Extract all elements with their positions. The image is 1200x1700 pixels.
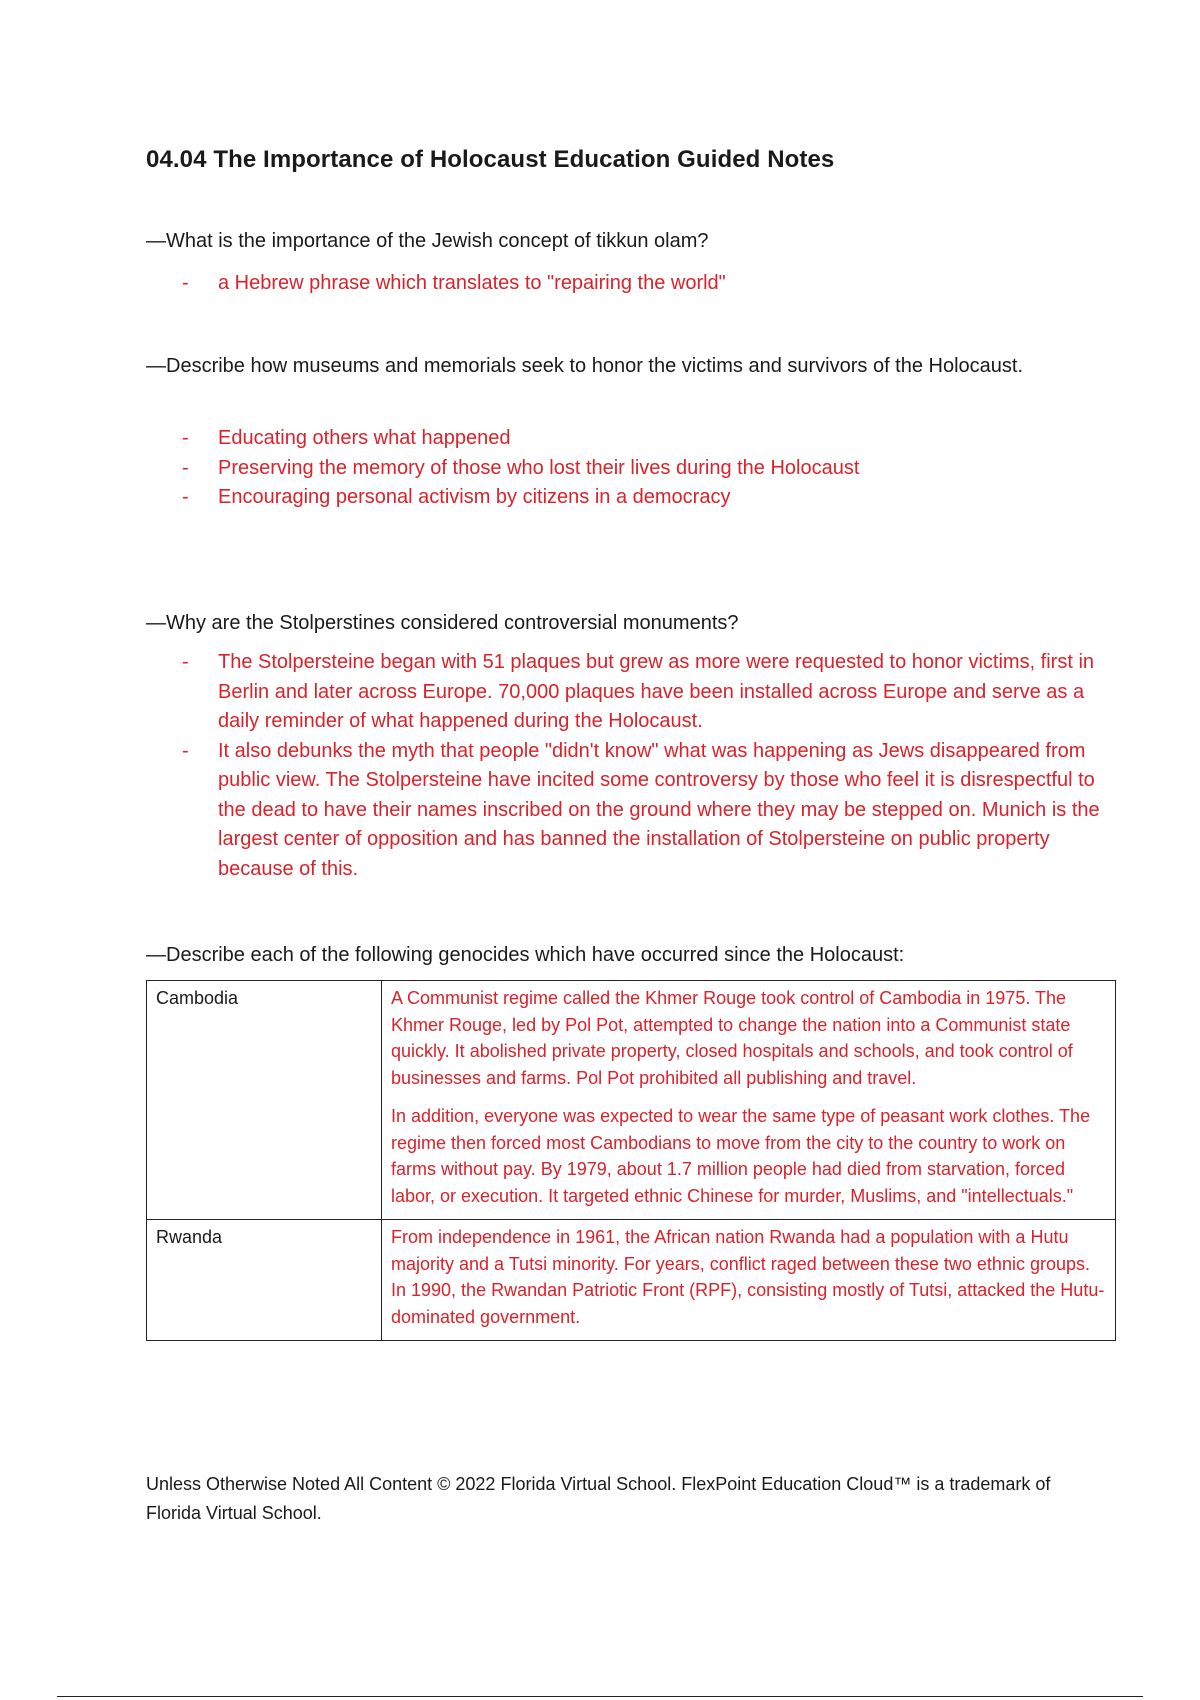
genocide-table (146, 980, 1116, 1341)
question-2: —Describe how museums and memorials seek to honor the victims and survivors of the Holocaust. (146, 355, 1024, 377)
answer-list-1 (146, 269, 1106, 299)
bottom-divider (57, 1696, 1143, 1697)
copyright-footer: Unless Otherwise Noted All Content © 2022 Florida Virtual School. FlexPoint Education Cloud™ is a trademark of Florida Virtual School. (146, 1474, 1051, 1523)
answer-list-2 (146, 424, 1106, 513)
answer-item: - Encouraging personal activism by citizens in a democracy (146, 483, 1106, 513)
answer-item: - Preserving the memory of those who lost their lives during the Holocaust (146, 454, 1106, 484)
question-4: —Describe each of the following genocides which have occurred since the Holocaust: (146, 944, 905, 966)
table-row (147, 981, 1116, 1220)
genocide-name: Rwanda (147, 1220, 382, 1341)
genocide-name: Cambodia (147, 981, 382, 1220)
genocide-description (382, 1220, 1116, 1341)
description-paragraph: From independence in 1961, the African nation Rwanda had a population with a Hutu majority and a Tutsi minority. For years, conflict raged between these two ethnic groups. In 1990, the Rwandan Patriotic Front (RPF), consisting mostly of Tutsi, attacked the Hutu-dominated government. (391, 1227, 1105, 1327)
answer-item: - It also debunks the myth that people "didn't know" what was happening as Jews disappeared from public view. The Stolpersteine have incited some controversy by those who feel it is disrespectful to the dead to have their names inscribed on the ground where they may be stepped on. Munich is the largest center of opposition and has banned the installation of Stolpersteine on public property because of this. (146, 737, 1106, 885)
question-1: —What is the importance of the Jewish concept of tikkun olam? (146, 230, 709, 252)
answer-list-3 (146, 648, 1106, 884)
genocide-description (382, 981, 1116, 1220)
answer-item: - a Hebrew phrase which translates to "repairing the world" (146, 269, 1106, 299)
page-title: 04.04 The Importance of Holocaust Education Guided Notes (146, 146, 835, 173)
answer-item: - The Stolpersteine began with 51 plaques but grew as more were requested to honor victims, first in Berlin and later across Europe. 70,000 plaques have been installed across Europe and serve as a daily reminder of what happened during the Holocaust. (146, 648, 1106, 737)
question-3: —Why are the Stolperstines considered controversial monuments? (146, 612, 739, 634)
description-paragraph: In addition, everyone was expected to wear the same type of peasant work clothes. The regime then forced most Cambodians to move from the city to the country to work on farms without pay. By 1979, about 1.7 million people had died from starvation, forced labor, or execution. It targeted ethnic Chinese for murder, Muslims, and "intellectuals." (391, 1106, 1091, 1206)
answer-item: - Educating others what happened (146, 424, 1106, 454)
table-row (147, 1220, 1116, 1341)
description-paragraph: A Communist regime called the Khmer Rouge took control of Cambodia in 1975. The Khmer Rouge, led by Pol Pot, attempted to change the nation into a Communist state quickly. It abolished private property, closed hospitals and schools, and took control of businesses and farms. Pol Pot prohibited all publishing and travel. (391, 988, 1073, 1088)
